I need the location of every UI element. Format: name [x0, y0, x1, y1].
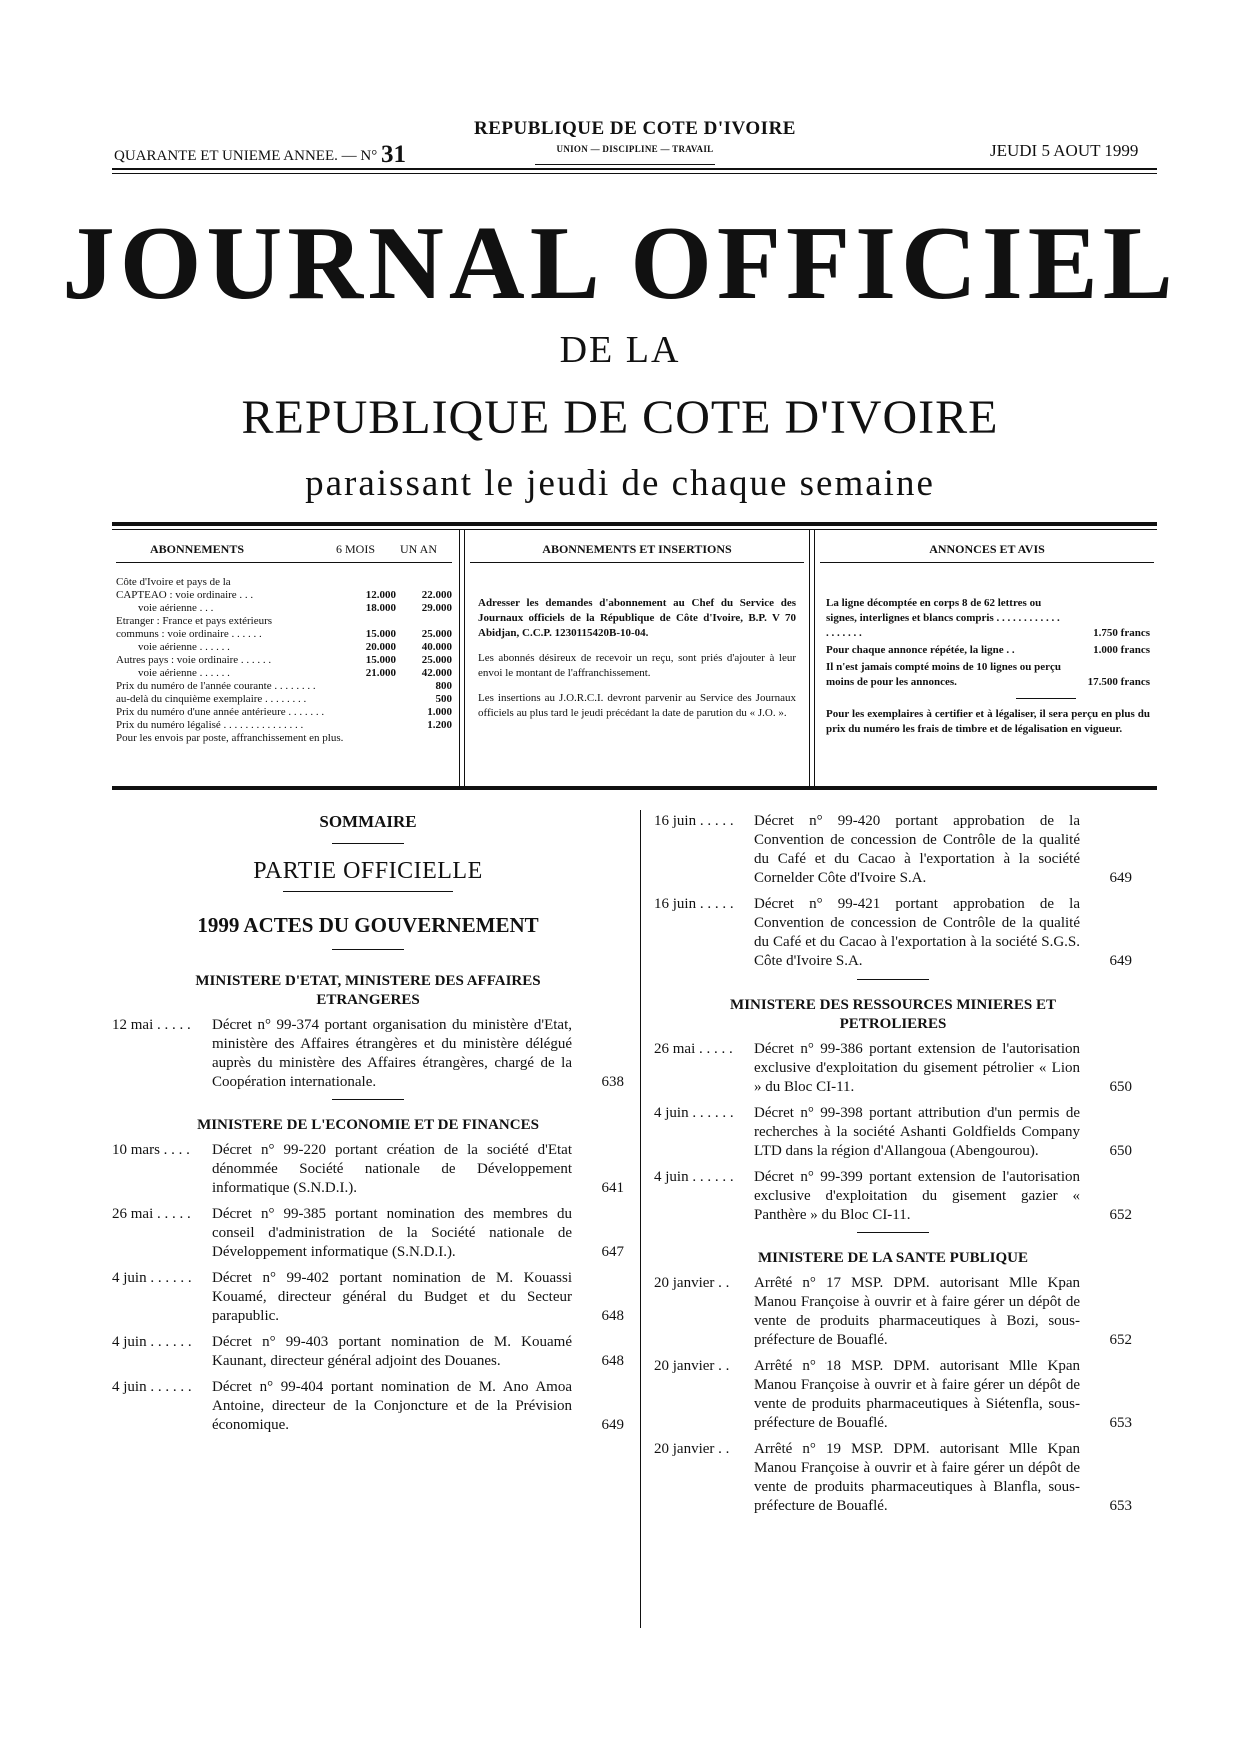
abonnement-6mois: 18.000	[365, 602, 396, 614]
sommaire-title: SOMMAIRE	[319, 812, 417, 831]
abonnement-label: voie aérienne . . . . . .	[138, 641, 230, 653]
header-rule	[112, 168, 1157, 170]
abonnement-row	[116, 615, 452, 628]
entry-page: 648	[601, 1353, 624, 1369]
box-top-rule-thin	[112, 529, 1157, 530]
right-top-entries	[654, 812, 1132, 971]
box-divider-1b	[464, 530, 465, 786]
entry-date: 16 juin . . . . .	[654, 896, 734, 912]
price-row	[116, 732, 452, 745]
abonnement-1an: 40.000	[421, 641, 452, 653]
entry-page: 653	[1109, 1498, 1132, 1514]
entry-text: Arrêté n° 19 MSP. DPM. autorisant Mlle Kpan Manou Françoise à ouvrir et à faire gérer un dépôt de vente de produits pharmaceutiques à Blanfla, sous-préfecture de Bouaflé.	[754, 1441, 1080, 1514]
abonnement-label: Etranger : France et pays extérieurs	[116, 615, 273, 627]
right-sections	[654, 996, 1132, 1516]
journal-title-dela: DE LA	[559, 329, 681, 371]
abonnement-6mois: 15.000	[365, 654, 396, 666]
entry-text: Décret n° 99-403 portant nomination de M. Kouamé Kaunant, directeur général adjoint des Douanes.	[212, 1334, 572, 1369]
sommaire-entry	[654, 1040, 1132, 1097]
entry-text: Arrêté n° 18 MSP. DPM. autorisant Mlle Kpan Manou Françoise à ouvrir et à faire gérer un dépôt de vente de produits pharmaceutiques à Siétenfla, sous-préfecture de Bouaflé.	[754, 1358, 1080, 1431]
annonces-title-rule	[820, 562, 1154, 563]
entry-page: 649	[1109, 870, 1132, 886]
entry-date: 4 juin . . . . . .	[112, 1270, 192, 1286]
abonnement-label: communs : voie ordinaire . . . . . .	[116, 628, 262, 640]
annonces-note: Pour les exemplaires à certifier et à légaliser, il sera perçu en plus du prix du numéro les frais de timbre et de légalisation en vigueur.	[826, 708, 1150, 735]
entry-date: 26 mai . . . . .	[654, 1041, 733, 1057]
ministry-heading: MINISTERE D'ETAT, MINISTERE DES AFFAIRES ETRANGERES	[195, 973, 541, 1008]
sommaire-entry	[654, 1274, 1132, 1350]
insertions-p1: Adresser les demandes d'abonnement au Chef du Service des Journaux officiels de la République de Côte d'Ivoire, B.P. V 70 Abidjan, C.C.P. 1230115420B-10-04.	[478, 597, 796, 639]
abonnements-col-6mois: 6 MOIS	[336, 542, 376, 556]
annonce-value: 1.000 francs	[1093, 644, 1150, 656]
abonnement-6mois	[344, 615, 396, 628]
abonnements-title-rule	[116, 562, 452, 563]
abonnement-1an: 22.000	[421, 589, 452, 601]
entry-date: 20 janvier . .	[654, 1275, 730, 1291]
box-divider-1	[459, 530, 460, 786]
left-sections	[112, 972, 624, 1435]
entry-text: Décret n° 99-402 portant nomination de M. Kouassi Kouamé, directeur général du Budget et du Secteur parapublic.	[212, 1270, 572, 1324]
sommaire-entry	[112, 1269, 624, 1326]
box-divider-2	[809, 530, 810, 786]
entry-text: Décret n° 99-398 portant attribution d'un permis de recherches à la société Ashanti Goldfields Company LTD dans la région d'Allangoua (Abengourou).	[754, 1105, 1080, 1159]
price-value: 500	[435, 693, 452, 705]
abonnement-6mois: 12.000	[365, 589, 396, 601]
entry-page: 638	[601, 1074, 624, 1090]
entry-date: 26 mai . . . . .	[112, 1206, 191, 1222]
insertions-title-rule	[470, 562, 804, 563]
abonnement-1an: 29.000	[421, 602, 452, 614]
abonnement-label: Côte d'Ivoire et pays de la	[116, 576, 231, 588]
entry-date: 4 juin . . . . . .	[112, 1334, 192, 1350]
sommaire-entry	[654, 1440, 1132, 1516]
price-label: Prix du numéro d'une année antérieure . . . . . . .	[116, 706, 325, 718]
sommaire-right-column	[654, 812, 1132, 1523]
entry-page: 648	[601, 1308, 624, 1324]
abonnement-row	[116, 576, 452, 589]
price-value: 1.000	[427, 706, 452, 718]
price-row	[116, 719, 452, 732]
entry-page: 649	[1109, 953, 1132, 969]
sommaire-left-column	[112, 812, 624, 1442]
price-value	[402, 732, 452, 745]
section-rule	[857, 1232, 929, 1233]
abonnement-6mois: 15.000	[365, 628, 396, 640]
motto-underline	[535, 164, 715, 165]
header-republic-name: REPUBLIQUE DE COTE D'IVOIRE	[474, 118, 796, 139]
annonces-title: ANNONCES ET AVIS	[929, 542, 1045, 556]
abonnements-rates	[116, 576, 452, 680]
entry-text: Décret n° 99-404 portant nomination de M. Ano Amoa Antoine, directeur de la Conjoncture et de la Prévision économique.	[212, 1379, 572, 1433]
annonce-value: 17.500 francs	[1087, 676, 1150, 688]
entry-date: 16 juin . . . . .	[654, 813, 734, 829]
insertions-text	[478, 596, 796, 721]
abonnement-label: voie aérienne . . .	[138, 602, 214, 614]
sommaire-entry	[654, 895, 1132, 971]
abonnement-6mois: 20.000	[365, 641, 396, 653]
header-rule-thin	[112, 173, 1157, 174]
price-row	[116, 693, 452, 706]
entry-date: 10 mars . . . .	[112, 1142, 190, 1158]
entry-page: 650	[1109, 1143, 1132, 1159]
price-value: 1.200	[427, 719, 452, 731]
abonnement-row	[116, 602, 452, 615]
abonnements-prices	[116, 680, 452, 745]
entry-page: 652	[1109, 1332, 1132, 1348]
abonnement-row	[116, 589, 452, 602]
entry-text: Décret n° 99-421 portant approbation de la Convention de concession de Contrôle de la qualité du Café et du Cacao à l'exportation à la société S.G.S. Côte d'Ivoire S.A.	[754, 896, 1080, 969]
insertions-p3: Les insertions au J.O.R.C.I. devront parvenir au Service des Journaux officiels au plus tard le jeudi précédant la date de parution du « J.O. ».	[478, 692, 796, 719]
entry-date: 4 juin . . . . . .	[654, 1169, 734, 1185]
box-bottom-rule	[112, 786, 1157, 790]
annonce-label: La ligne décomptée en corps 8 de 62 lettres ou signes, interlignes et blancs compris . . . . . . . . . . . . . . . . . . .	[826, 597, 1060, 639]
entry-date: 20 janvier . .	[654, 1358, 730, 1374]
sommaire-entry	[112, 1016, 624, 1092]
abonnement-row	[116, 654, 452, 667]
abonnements-col-1an: UN AN	[400, 542, 438, 556]
entry-text: Arrêté n° 17 MSP. DPM. autorisant Mlle Kpan Manou Françoise à ouvrir et à faire gérer un dépôt de vente de produits pharmaceutiques à Bozi, sous-préfecture de Bouaflé.	[754, 1275, 1080, 1348]
header-motto: UNION — DISCIPLINE — TRAVAIL	[556, 144, 714, 154]
entry-date: 4 juin . . . . . .	[654, 1105, 734, 1121]
entry-text: Décret n° 99-420 portant approbation de la Convention de concession de Contrôle de la qualité du Café et du Cacao à l'exportation à la société Cornelder Côte d'Ivoire S.A.	[754, 813, 1080, 886]
entry-date: 12 mai . . . . .	[112, 1017, 191, 1033]
sommaire-entry	[654, 1104, 1132, 1161]
right-top-rule	[857, 979, 929, 980]
entry-text: Décret n° 99-220 portant création de la société d'Etat dénommée Société nationale de Développement informatique (S.N.D.I.).	[212, 1142, 572, 1196]
abonnement-6mois	[344, 576, 396, 589]
sommaire-entry	[654, 1168, 1132, 1225]
entry-text: Décret n° 99-386 portant extension de l'autorisation exclusive d'exploitation du gisement pétrolier « Lion » du Bloc CI-11.	[754, 1041, 1080, 1095]
price-label: Pour les envois par poste, affranchissement en plus.	[116, 732, 344, 744]
abonnements-title: ABONNEMENTS	[150, 542, 245, 556]
annonce-row	[826, 596, 1150, 641]
annonce-value: 1.750 francs	[1093, 627, 1150, 639]
price-label: Prix du numéro de l'année courante . . . . . . . .	[116, 680, 316, 692]
entry-page: 647	[601, 1244, 624, 1260]
entry-page: 653	[1109, 1415, 1132, 1431]
abonnement-1an	[396, 615, 452, 628]
insertions-p2: Les abonnés désireux de recevoir un reçu, sont priés d'ajouter à leur envoi le montant de l'affranchissement.	[478, 652, 796, 679]
entry-text: Décret n° 99-374 portant organisation du ministère d'Etat, ministère des Affaires étrangères et du ministère délégué auprès du ministère des Affaires étrangères, chargé de la Coopération internationale.	[212, 1017, 572, 1090]
issue-text: QUARANTE ET UNIEME ANNEE. — N°	[114, 148, 378, 164]
entry-page: 652	[1109, 1207, 1132, 1223]
entry-date: 20 janvier . .	[654, 1441, 730, 1457]
actes-rule	[332, 949, 404, 950]
section-rule	[332, 1099, 404, 1100]
price-value: 800	[435, 680, 452, 692]
sommaire-entry	[654, 812, 1132, 888]
entry-text: Décret n° 99-385 portant nomination des membres du conseil d'administration de la Société nationale de Développement informatique (S.N.D.I.).	[212, 1206, 572, 1260]
abonnements-table	[116, 576, 452, 745]
issue-number: 31	[380, 141, 406, 168]
annonces-separator	[1016, 698, 1076, 699]
journal-title-republic: REPUBLIQUE DE COTE D'IVOIRE	[241, 391, 999, 444]
column-divider	[640, 810, 641, 1628]
price-label: Prix du numéro légalisé . . . . . . . . . . . . . . .	[116, 719, 304, 731]
entry-text: Décret n° 99-399 portant extension de l'autorisation exclusive d'exploitation du gisement gazier « Panthère » du Bloc CI-11.	[754, 1169, 1080, 1223]
sommaire-entry	[112, 1141, 624, 1198]
abonnement-1an: 42.000	[421, 667, 452, 679]
annonce-label: Pour chaque annonce répétée, la ligne . .	[826, 644, 1015, 656]
annonce-row	[826, 660, 1150, 690]
abonnement-1an	[396, 576, 452, 589]
entry-date: 4 juin . . . . . .	[112, 1379, 192, 1395]
abonnement-label: CAPTEAO : voie ordinaire . . .	[116, 589, 254, 601]
partie-rule	[283, 891, 453, 892]
abonnement-1an: 25.000	[421, 628, 452, 640]
abonnement-row	[116, 667, 452, 680]
sommaire-entry	[112, 1333, 624, 1371]
header-republic	[455, 118, 815, 154]
abonnement-label: Autres pays : voie ordinaire . . . . . .	[116, 654, 272, 666]
ministry-heading: MINISTERE DES RESSOURCES MINIERES ET PETROLIERES	[730, 997, 1056, 1032]
actes-title: 1999 ACTES DU GOUVERNEMENT	[197, 913, 539, 937]
price-label: au-delà du cinquième exemplaire . . . . . . . .	[116, 693, 307, 705]
issue-info	[114, 141, 406, 169]
price-row	[116, 706, 452, 719]
abonnement-row	[116, 641, 452, 654]
abonnement-1an: 25.000	[421, 654, 452, 666]
entry-page: 650	[1109, 1079, 1132, 1095]
journal-title: JOURNAL OFFICIEL	[62, 204, 1178, 321]
annonce-label: Il n'est jamais compté moins de 10 lignes ou perçu moins de pour les annonces.	[826, 661, 1061, 688]
entry-page: 641	[601, 1180, 624, 1196]
annonces-text	[826, 596, 1150, 737]
sommaire-title-rule	[332, 843, 404, 844]
annonce-row	[826, 643, 1150, 658]
sommaire-entry	[654, 1357, 1132, 1433]
entry-page: 649	[601, 1417, 624, 1433]
box-divider-2b	[814, 530, 815, 786]
partie-officielle: PARTIE OFFICIELLE	[253, 858, 483, 884]
ministry-heading: MINISTERE DE L'ECONOMIE ET DE FINANCES	[197, 1117, 539, 1133]
insertions-title: ABONNEMENTS ET INSERTIONS	[542, 542, 732, 556]
ministry-heading: MINISTERE DE LA SANTE PUBLIQUE	[757, 1250, 1029, 1266]
abonnement-6mois: 21.000	[365, 667, 396, 679]
journal-subtitle: paraissant le jeudi de chaque semaine	[305, 463, 935, 504]
issue-date: JEUDI 5 AOUT 1999	[990, 141, 1139, 160]
abonnement-label: voie aérienne . . . . . .	[138, 667, 230, 679]
sommaire-entry	[112, 1205, 624, 1262]
sommaire-entry	[112, 1378, 624, 1435]
price-row	[116, 680, 452, 693]
abonnement-row	[116, 628, 452, 641]
box-top-rule	[112, 522, 1157, 526]
